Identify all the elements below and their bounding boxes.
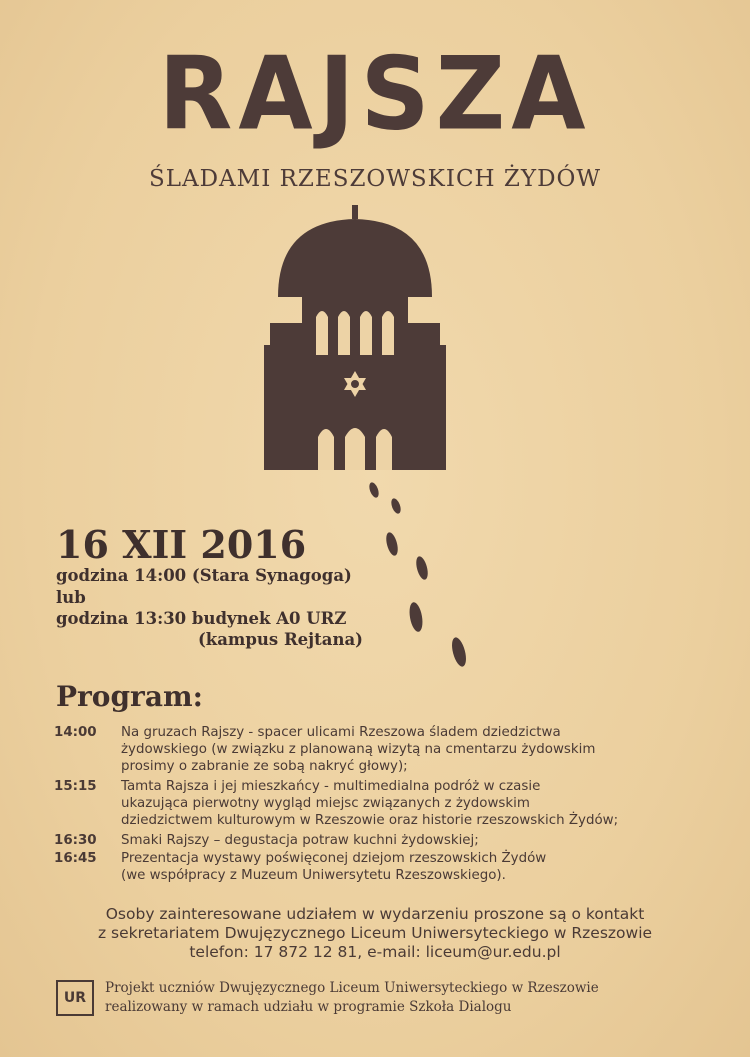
program-item-line: Smaki Rajszy – degustacja potraw kuchni żydowskiej; <box>121 833 479 848</box>
program-item-line: żydowskiego (w związku z planowaną wizytą na cmentarzu żydowskim <box>121 742 596 757</box>
program-item-time: 15:15 <box>54 779 97 794</box>
program-heading: Program: <box>56 680 203 713</box>
program-item-description <box>121 850 694 884</box>
contact-info <box>0 905 750 962</box>
program-item-line: ukazująca pierwotny wygląd miejsc związanych z żydowskim <box>121 796 530 811</box>
program-item-line: dziedzictwem kulturowym w Rzeszowie oraz historie rzeszowskich Żydów; <box>121 813 619 828</box>
program-item <box>54 850 694 884</box>
poster-subtitle: ŚLADAMI RZESZOWSKICH ŻYDÓW <box>148 166 602 192</box>
poster-title: RAJSZA <box>158 35 592 153</box>
synagogue-illustration <box>260 205 450 473</box>
ur-logo: UR <box>56 980 94 1016</box>
program-item-time: 16:30 <box>54 833 97 848</box>
program-item <box>54 832 694 849</box>
footer-note <box>105 979 705 1017</box>
event-time-alternative: godzina 13:30 budynek A0 URZ <box>56 609 347 628</box>
program-item <box>54 724 694 775</box>
contact-line: Osoby zainteresowane udziałem w wydarzeniu proszone są o kontakt <box>105 905 645 923</box>
program-item-description <box>121 778 694 829</box>
program-item <box>54 778 694 829</box>
event-date: 16 XII 2016 <box>56 522 307 567</box>
event-or: lub <box>56 588 86 607</box>
event-location-alternative: (kampus Rejtana) <box>198 630 363 649</box>
footprints-icon <box>362 482 482 682</box>
program-item-description <box>121 832 694 849</box>
program-item-line: Na gruzach Rajszy - spacer ulicami Rzeszowa śladem dziedzictwa <box>121 725 561 740</box>
program-item-line: Tamta Rajsza i jej mieszkańcy - multimedialna podróż w czasie <box>121 779 541 794</box>
program-item-time: 14:00 <box>54 725 97 740</box>
program-item-line: prosimy o zabranie ze sobą nakryć głowy); <box>121 759 408 774</box>
program-item-description <box>121 724 694 775</box>
event-time-primary: godzina 14:00 (Stara Synagoga) <box>56 566 352 585</box>
program-item-line: (we współpracy z Muzeum Uniwersytetu Rzeszowskiego). <box>121 868 506 883</box>
contact-phone-email: telefon: 17 872 12 81, e-mail: liceum@ur.edu.pl <box>189 943 561 961</box>
footer-line: Projekt uczniów Dwujęzycznego Liceum Uniwersyteckiego w Rzeszowie <box>105 980 599 996</box>
contact-line: z sekretariatem Dwujęzycznego Liceum Uniwersyteckiego w Rzeszowie <box>97 924 653 942</box>
program-item-time: 16:45 <box>54 851 97 866</box>
footer-line: realizowany w ramach udziału w programie Szkoła Dialogu <box>105 999 512 1015</box>
program-item-line: Prezentacja wystawy poświęconej dziejom rzeszowskich Żydów <box>121 851 547 866</box>
